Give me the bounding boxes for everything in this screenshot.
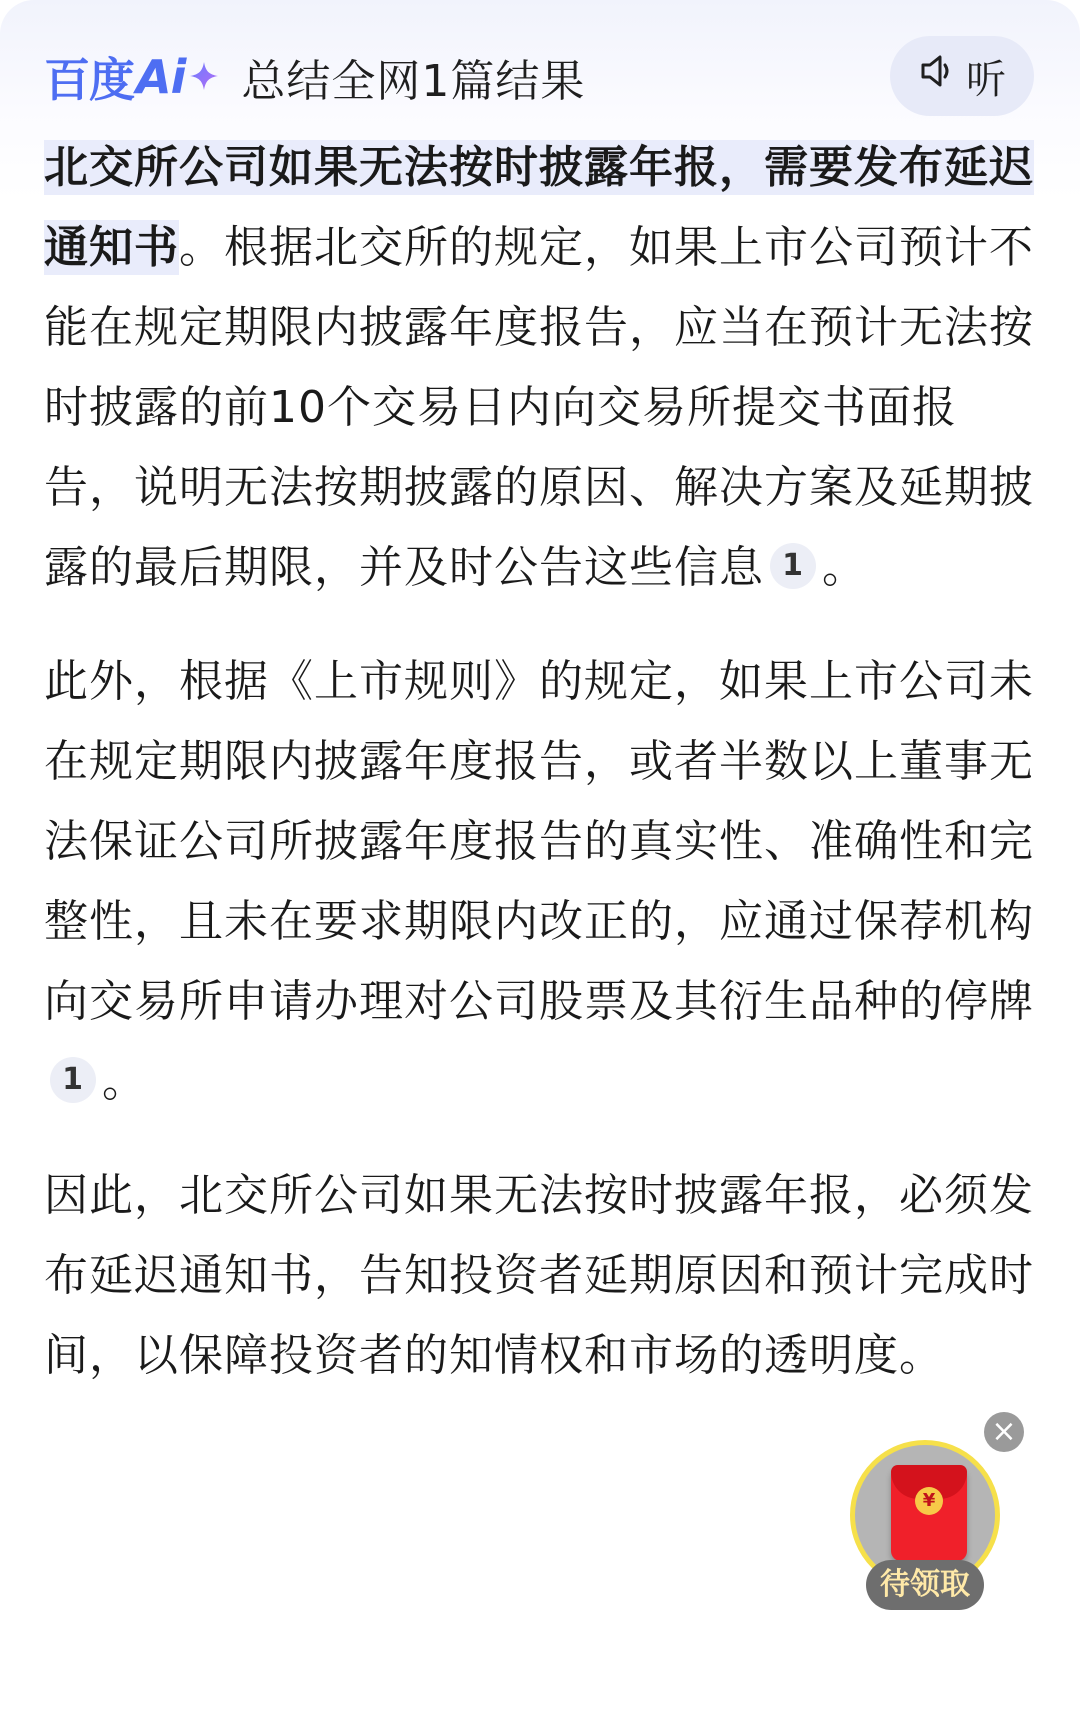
red-envelope-icon [891,1465,967,1561]
paragraph-1-end: 。 [822,542,867,593]
speaker-icon [918,52,956,100]
listen-label: 听 [966,56,1006,103]
sparkle-icon [189,48,219,102]
brand-text: 百度 [44,53,134,107]
brand-ai-text: Ai [136,50,186,104]
close-icon[interactable]: × [984,1412,1024,1452]
answer-content [44,128,1034,1396]
paragraph-1-text: 。根据北交所的规定，如果上市公司预计不能在规定期限内披露年度报告，应当在预计无法按时披露的前10个交易日内向交易所提交书面报告，说明无法按期披露的原因、解决方案及延期披露的最后期限，并及时公告这些信息 [44,222,1034,593]
citation-badge[interactable]: 1 [770,543,816,589]
red-packet-label[interactable]: 待领取 [866,1560,984,1610]
baidu-ai-logo [44,44,219,110]
answer-paragraph-1 [44,128,1034,608]
paragraph-3-text: 因此，北交所公司如果无法按时披露年报，必须发布延迟通知书，告知投资者延期原因和预计完成时间，以保障投资者的知情权和市场的透明度。 [44,1170,1034,1381]
answer-paragraph-2 [44,642,1034,1122]
listen-button[interactable] [890,36,1034,116]
summary-title: 总结全网1篇结果 [241,56,586,107]
citation-badge[interactable]: 1 [50,1057,96,1103]
paragraph-2-end: 。 [102,1056,147,1107]
coin-icon: ¥ [915,1487,943,1515]
highlighted-answer: 北交所公司如果无法按时披露年报，需要发布延迟通知书 [44,142,1034,273]
answer-paragraph-3 [44,1156,1034,1396]
answer-header [44,34,585,120]
paragraph-2-text: 此外，根据《上市规则》的规定，如果上市公司未在规定期限内披露年度报告，或者半数以上董事无法保证公司所披露年度报告的真实性、准确性和完整性，且未在要求期限内改正的，应通过保荐机构向交易所申请办理对公司股票及其衍生品种的停牌 [44,656,1034,1027]
